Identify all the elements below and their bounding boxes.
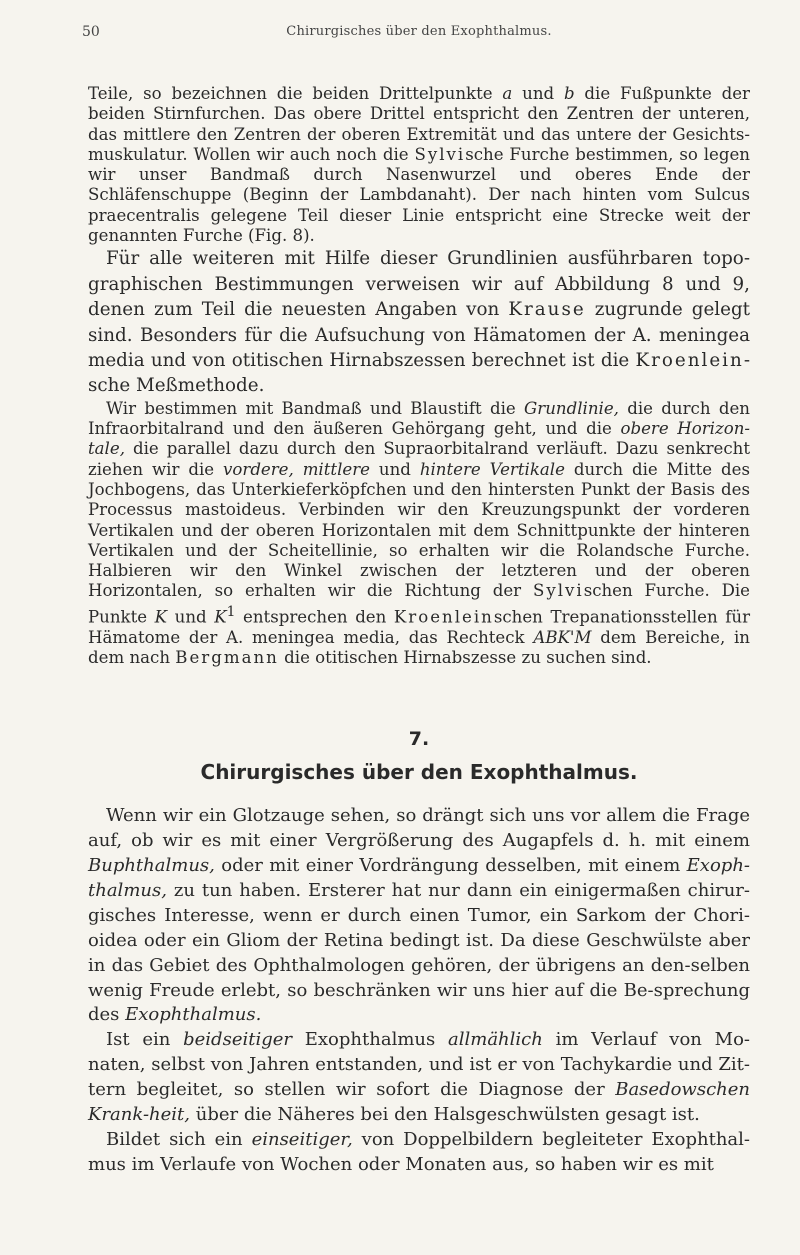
author-name: Sylvi <box>414 144 466 164</box>
paragraph: Wir bestimmen mit Bandmaß und Blaustift die Grundlinie, die durch den Infraorbitalrand und den äußeren Gehörgang geht, und die obere Horizon-tale, die parallel dazu durch den Supraorbitalrand verläuft. Dazu senkrecht ziehen wir die vordere, mittlere und hintere Vertikale durch die Mitte des Jochbogens, das Unterkieferköpfchen und den hintersten Punkt der Basis des Processus mastoideus. Verbinden wir den Kreuzungspunkt der vorderen Vertikalen und der oberen Horizontalen mit dem Schnittpunkte der hinteren Vertikalen und der Scheitellinie, so erhalten wir die Rolandsche Furche. Halbieren wir den Winkel zwischen der letzteren und der oberen Horizontalen, so erhalten wir die Richtung der Sylvischen Furche. Die Punkte K und $K^1$ entsprechen den Kroenleinschen Trepanationsstellen für Hämatome der A. meningea media, das Rechteck ABK'M dem Bereiche, in dem nach Bergmann die otitischen Hirnabszesse zu suchen sind. <box>88 398 751 667</box>
paragraph: Bildet sich ein einseitiger, von Doppelbildern begleiteter Exophthal-mus im Verlaufe von Wochen oder Monaten aus, so haben wir es mit <box>88 1128 750 1175</box>
text-block-section <box>88 804 750 1178</box>
paragraph: Für alle weiteren mit Hilfe dieser Grundlinien ausführbaren topo-graphischen Bestimmungen verweisen wir auf Abbildung 8 und 9, denen zum Teil die neuesten Angaben von Krause zugrunde gelegt sind. Besonders für die Aufsuchung von Hämatomen der A. meningea media und von otitischen Hirnabszessen berechnet ist die Kroenlein-sche Meßmethode. <box>88 248 750 397</box>
paragraph: Ist ein beidseitiger Exophthalmus allmählich im Verlauf von Mo-naten, selbst von Jahren entstanden, und ist er von Tachykardie und Zit-tern begleitet, so stellen wir sofort die Diagnose der Basedowschen Krank-heit, über die Näheres bei den Halsgeschwülsten gesagt ist. <box>88 1029 751 1126</box>
section-title: Chirurgisches über den Exophthalmus. <box>200 760 638 785</box>
author-name: Krause <box>508 299 586 321</box>
paragraph: Wenn wir ein Glotzauge sehen, so drängt sich uns vor allem die Frage auf, ob wir es mit einer Vergrößerung des Augapfels d. h. mit einem Buphthalmus, oder mit einer Vordrängung desselben, mit einem Exoph-thalmus, zu tun haben. Ersterer hat nur dann ein einigermaßen chirur-gisches Interesse, wenn er durch einen Tumor, ein Sarkom der Chori-oidea oder ein Gliom der Retina bedingt ist. Da diese Geschwülste aber in das Gebiet des Ophthalmologen gehören, der übrigens an den-selben wenig Freude erlebt, so beschränken wir uns hier auf die Be-sprechung des Exophthalmus. <box>88 805 750 1026</box>
author-name: Kroenlein <box>393 607 494 627</box>
section-number: 7. <box>408 728 430 751</box>
author-name: Kroenlein <box>635 350 744 371</box>
book-page <box>82 24 751 1178</box>
paragraph-continuation: Teile, so bezeichnen die beiden Drittelpunkte a und b die Fußpunkte der beiden Stirnfurchen. Das obere Drittel entspricht den Zentren der unteren, das mittlere den Zentren der oberen Extremität und das untere der Gesichts-muskulatur. Wollen wir auch noch die Sylvische Furche bestimmen, so legen wir unser Bandmaß durch Nasenwurzel und oberes Ende der Schläfenschuppe (Beginn der Lambdanaht). Der nach hinten vom Sulcus praecentralis gelegene Teil dieser Linie entspricht eine Strecke weit der genannten Furche (Fig. 8). <box>88 84 750 246</box>
text-block-small <box>88 399 750 668</box>
text-block-small <box>88 84 750 246</box>
author-name: Sylvi <box>532 581 584 601</box>
author-name: Bergmann <box>175 647 279 667</box>
page-number: 50 <box>82 24 100 40</box>
running-title: Chirurgisches über den Exophthalmus. <box>286 24 552 39</box>
running-header <box>82 24 750 44</box>
text-block-large <box>88 246 750 398</box>
